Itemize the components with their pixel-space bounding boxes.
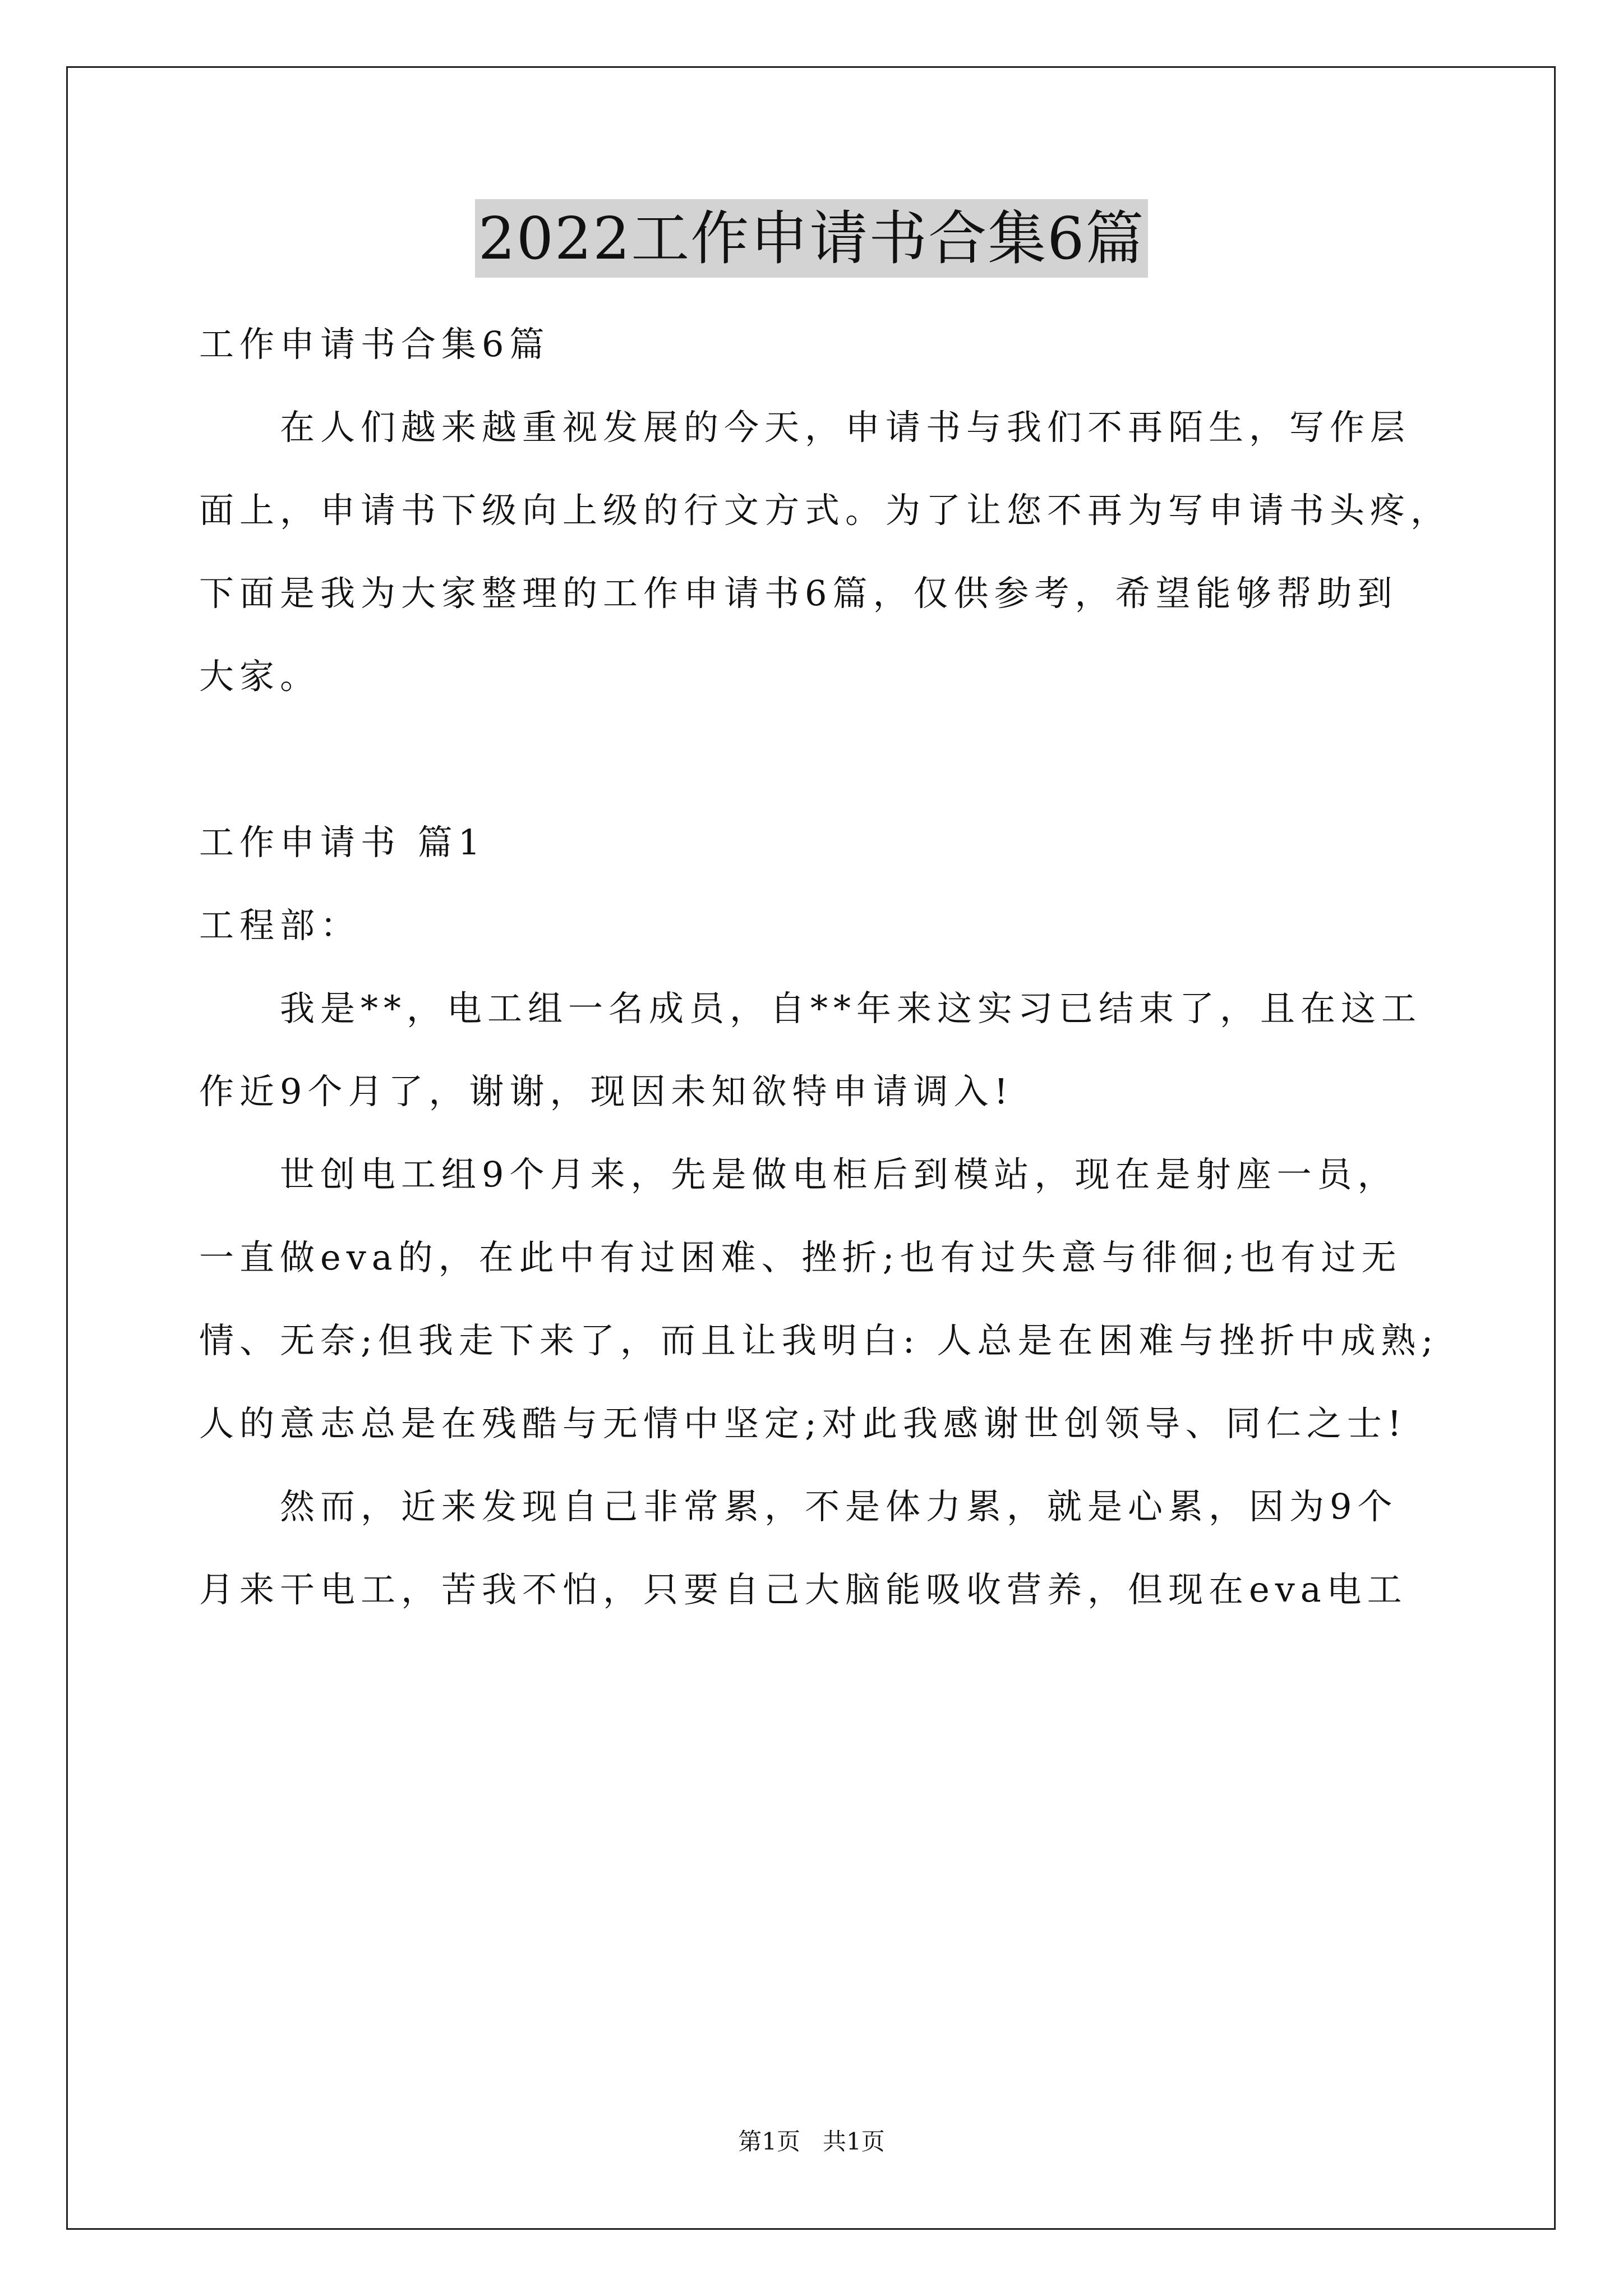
paragraph-line: 一直做eva的，在此中有过困难、挫折;也有过失意与徘徊;也有过无 bbox=[199, 1237, 1402, 1278]
title-container bbox=[0, 199, 1623, 278]
paragraph-line: 然而，近来发现自己非常累，不是体力累，就是心累，因为9个 bbox=[199, 1486, 1398, 1527]
paragraph-line: 下面是我为大家整理的工作申请书6篇，仅供参考，希望能够帮助到 bbox=[199, 573, 1398, 614]
paragraph-line: 我是**，电工组一名成员，自**年来这实习已结束了，且在这工 bbox=[199, 988, 1422, 1029]
subtitle-line: 工作申请书合集6篇 bbox=[199, 324, 550, 365]
paragraph-line: 面上，申请书下级向上级的行文方式。为了让您不再为写申请书头疼， bbox=[199, 490, 1451, 531]
paragraph-gap bbox=[199, 718, 1433, 801]
paragraph-line: 在人们越来越重视发展的今天，申请书与我们不再陌生，写作层 bbox=[199, 407, 1411, 448]
salutation-line: 工程部： bbox=[199, 905, 361, 946]
paragraph-line: 世创电工组9个月来，先是做电柜后到模站，现在是射座一员， bbox=[199, 1154, 1398, 1195]
paragraph-line: 月来干电工，苦我不怕，只要自己大脑能吸收营养，但现在eva电工 bbox=[199, 1569, 1408, 1610]
section-heading: 工作申请书 篇1 bbox=[199, 822, 486, 863]
paragraph-line: 情、无奈;但我走下来了，而且让我明白: 人总是在困难与挫折中成熟; bbox=[199, 1320, 1439, 1361]
paragraph-line: 大家。 bbox=[199, 656, 321, 697]
page-footer: 第1页 共1页 bbox=[738, 2128, 885, 2155]
paragraph-line: 作近9个月了，谢谢，现因未知欲特申请调入! bbox=[199, 1071, 1014, 1112]
document-body bbox=[199, 303, 1451, 1631]
paragraph-line: 人的意志总是在残酷与无情中坚定;对此我感谢世创领导、同仁之士! bbox=[199, 1403, 1407, 1444]
document-title: 2022工作申请书合集6篇 bbox=[475, 199, 1149, 278]
